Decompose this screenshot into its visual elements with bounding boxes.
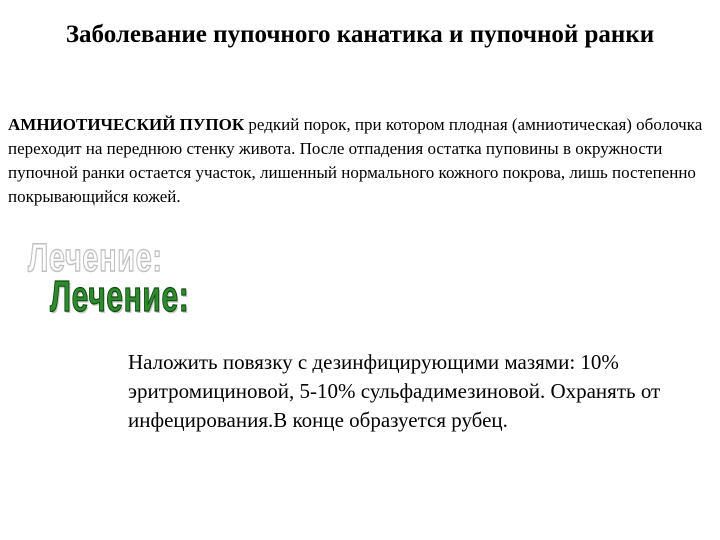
treatment-heading: Лечение: (50, 272, 190, 321)
treatment-text: Наложить повязку с дезинфицирующими мазями: 10% эритромициновой, 5-10% сульфадимезиновой. Охранять от инфецирования.В конце образуется рубец. (128, 350, 661, 432)
definition-term: АМНИОТИЧЕСКИЙ ПУПОК (8, 115, 245, 134)
definition-paragraph (8, 113, 714, 209)
treatment-heading-shadow: Лечение: (28, 236, 163, 280)
slide-title: Заболевание пупочного канатика и пупочной ранки (65, 21, 655, 48)
definition-text: редкий порок, при котором плодная (амниотическая) оболочка переходит на переднюю стенку живота. После отпадения остатка пуповины в окружности пупочной ранки остается участок, лишенный нормального кожного покрова, лишь постепенно покрывающийся кожей. (8, 115, 703, 206)
